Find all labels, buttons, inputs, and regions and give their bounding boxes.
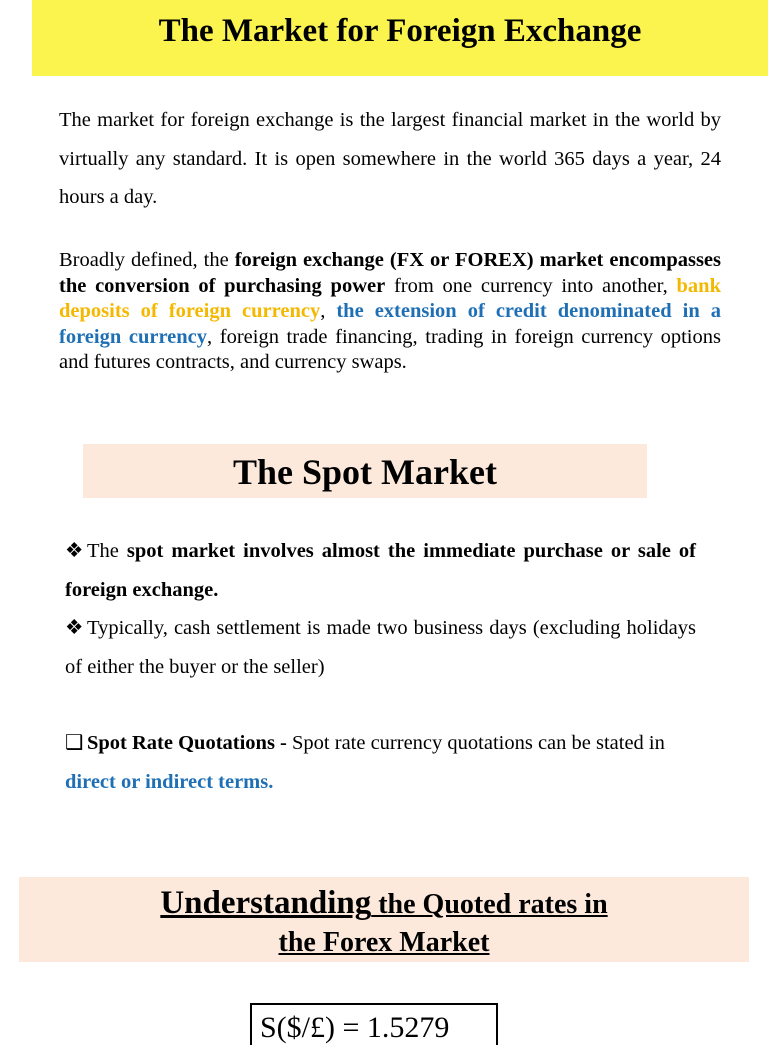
formula-box: [250, 1003, 498, 1045]
spot-market-title: The Spot Market: [233, 452, 497, 492]
bullet-2-text: Typically, cash settlement is made two business days (excluding holidays of either the buyer or the seller): [65, 617, 696, 678]
quotations-link: direct or indirect terms.: [65, 770, 274, 793]
bullet-1-prefix: The: [87, 540, 127, 562]
quotations-label: Spot Rate Quotations -: [87, 732, 287, 754]
page-title: The Market for Foreign Exchange: [158, 13, 642, 49]
bullet-item-2: [65, 609, 696, 686]
definition-tail: , foreign trade financing, trading in foreign currency options and futures contracts, and currency swaps.: [59, 325, 721, 373]
spot-rate-quotations: [65, 724, 696, 801]
definition-mid: from one currency into another,: [385, 274, 677, 297]
definition-highlight-blue: the extension of credit denominated in a foreign currency: [59, 300, 721, 348]
intro-paragraph: The market for foreign exchange is the largest financial market in the world by virtually any standard. It is open somewhere in the world 365 days a year, 24 hours a day.: [59, 109, 721, 208]
diamond-bullet-icon: ❖: [65, 540, 84, 562]
bullet-item-1: [65, 532, 696, 609]
diamond-bullet-icon: ❖: [65, 617, 84, 639]
definition-bold: foreign exchange (FX or FOREX) market encompasses the conversion of purchasing power: [59, 249, 721, 297]
quoted-rates-title-line-2: the Forex Market: [278, 927, 490, 958]
checkbox-bullet-icon: ❑: [65, 732, 84, 754]
quoted-rates-title-rest: the Quoted rates in: [371, 889, 608, 920]
definition-lead: Broadly defined, the: [59, 249, 235, 271]
formula-text: S($/£) = 1.5279: [260, 1011, 450, 1044]
quotations-text: Spot rate currency quotations can be stated in: [286, 732, 665, 754]
definition-highlight-yellow: bank deposits of foreign currency: [59, 274, 721, 322]
definition-paragraph: [59, 248, 721, 376]
bullet-1-bold: spot market involves almost the immediate purchase or sale of foreign exchange.: [65, 540, 697, 601]
spot-market-bullets: [65, 532, 696, 686]
quoted-rates-title: [19, 884, 749, 962]
definition-comma: ,: [320, 300, 337, 322]
quoted-rates-title-big: Understanding: [160, 885, 372, 921]
